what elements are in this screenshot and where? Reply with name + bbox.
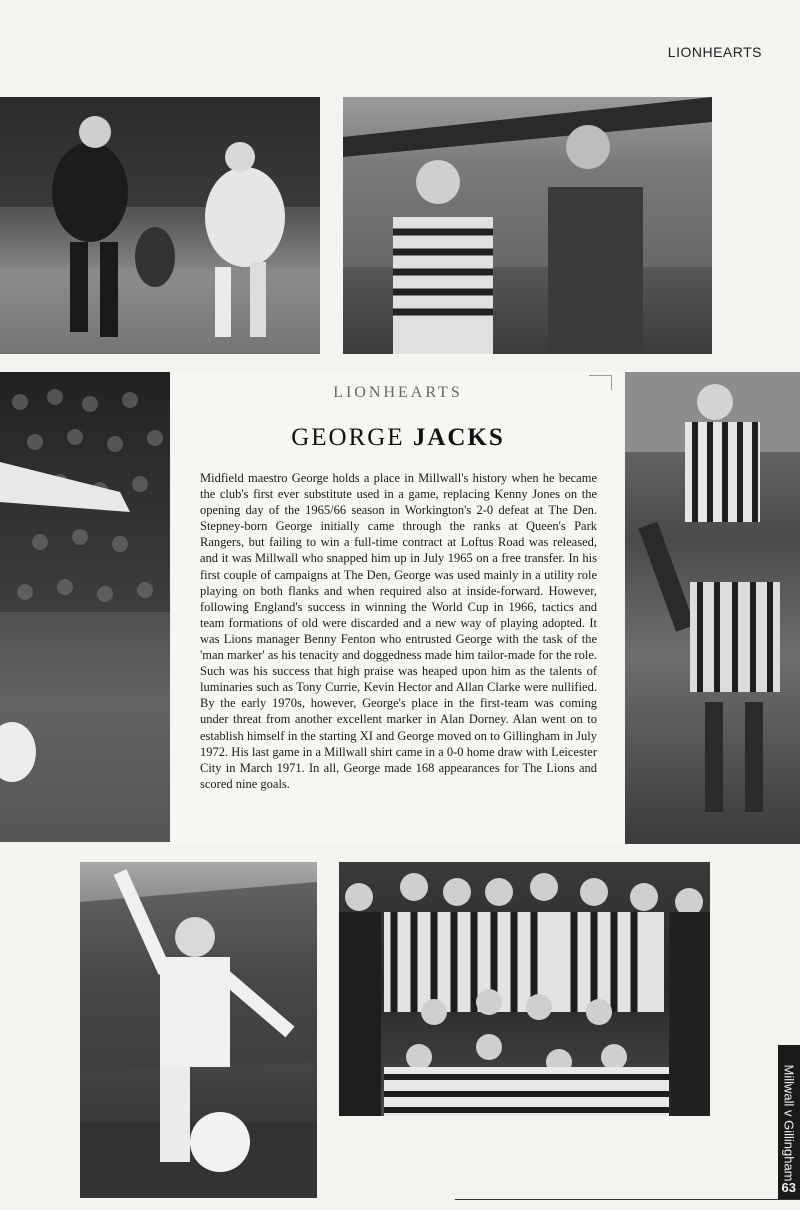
photo-players-talking xyxy=(343,97,712,354)
photo-4-figures xyxy=(625,372,800,844)
photo-team-group xyxy=(339,862,710,1116)
page-number: 63 xyxy=(781,1180,796,1195)
running-header: LIONHEARTS xyxy=(667,44,762,60)
photo-6-figures xyxy=(339,862,710,1116)
photo-crowd-and-ball xyxy=(0,372,170,842)
photo-match-action-top-left xyxy=(0,97,320,354)
side-tab-label: Millwall v Gillingham xyxy=(781,1063,797,1182)
title-surname: JACKS xyxy=(412,424,505,451)
photo-3-figures xyxy=(0,372,170,842)
photo-player-kicking xyxy=(80,862,317,1198)
photo-2-figures xyxy=(343,97,712,354)
article-body: Midfield maestro George holds a place in Millwall's history when he became the club's first ever substitute used in a game, replacing Kenny Jones on the opening day of the 1965/66 season in Workington's 2-0 defeat at The Den. Stepney-born George initially came through the ranks at Queen's Park Rangers, but failing to win a full-time contract at Loftus Road was released, and it was Millwall who snapped him up in July 1965 on a free transfer. In his first couple of campaigns at The Den, George was used mainly in a utility role playing on both flanks and when required also at inside-forward. However, following England's success in winning the World Cup in 1966, tactics and team formations of old were discarded and a new way of playing adopted. It was Lions manager Benny Fenton who entrusted George with the task of the 'man marker' as his tenacity and doggedness made him tailor-made for the role. Such was his success that high praise was heaped upon him as the talents of luminaries such as Tony Currie, Kevin Hector and Allan Clarke were nullified. By the early 1970s, however, George's place in the first-team was coming under threat from another excellent marker in Alan Dorney. Alan went on to establish himself in the starting XI and George moved on to Gillingham in July 1972. His last game in a Millwall shirt came in a 0-0 home draw with Leicester City in March 1971. In all, George made 168 appearances for The Lions and scored nine goals. xyxy=(200,471,597,791)
photo-1-figures xyxy=(0,97,320,354)
article-title xyxy=(172,424,624,452)
photo-5-figures xyxy=(80,862,317,1198)
footer-rule xyxy=(455,1199,800,1200)
article-kicker: LIONHEARTS xyxy=(333,384,463,401)
side-tab xyxy=(778,1045,800,1200)
article-panel xyxy=(172,372,624,842)
photo-leapfrog-players xyxy=(625,372,800,844)
title-first-name: GEORGE xyxy=(291,424,405,451)
